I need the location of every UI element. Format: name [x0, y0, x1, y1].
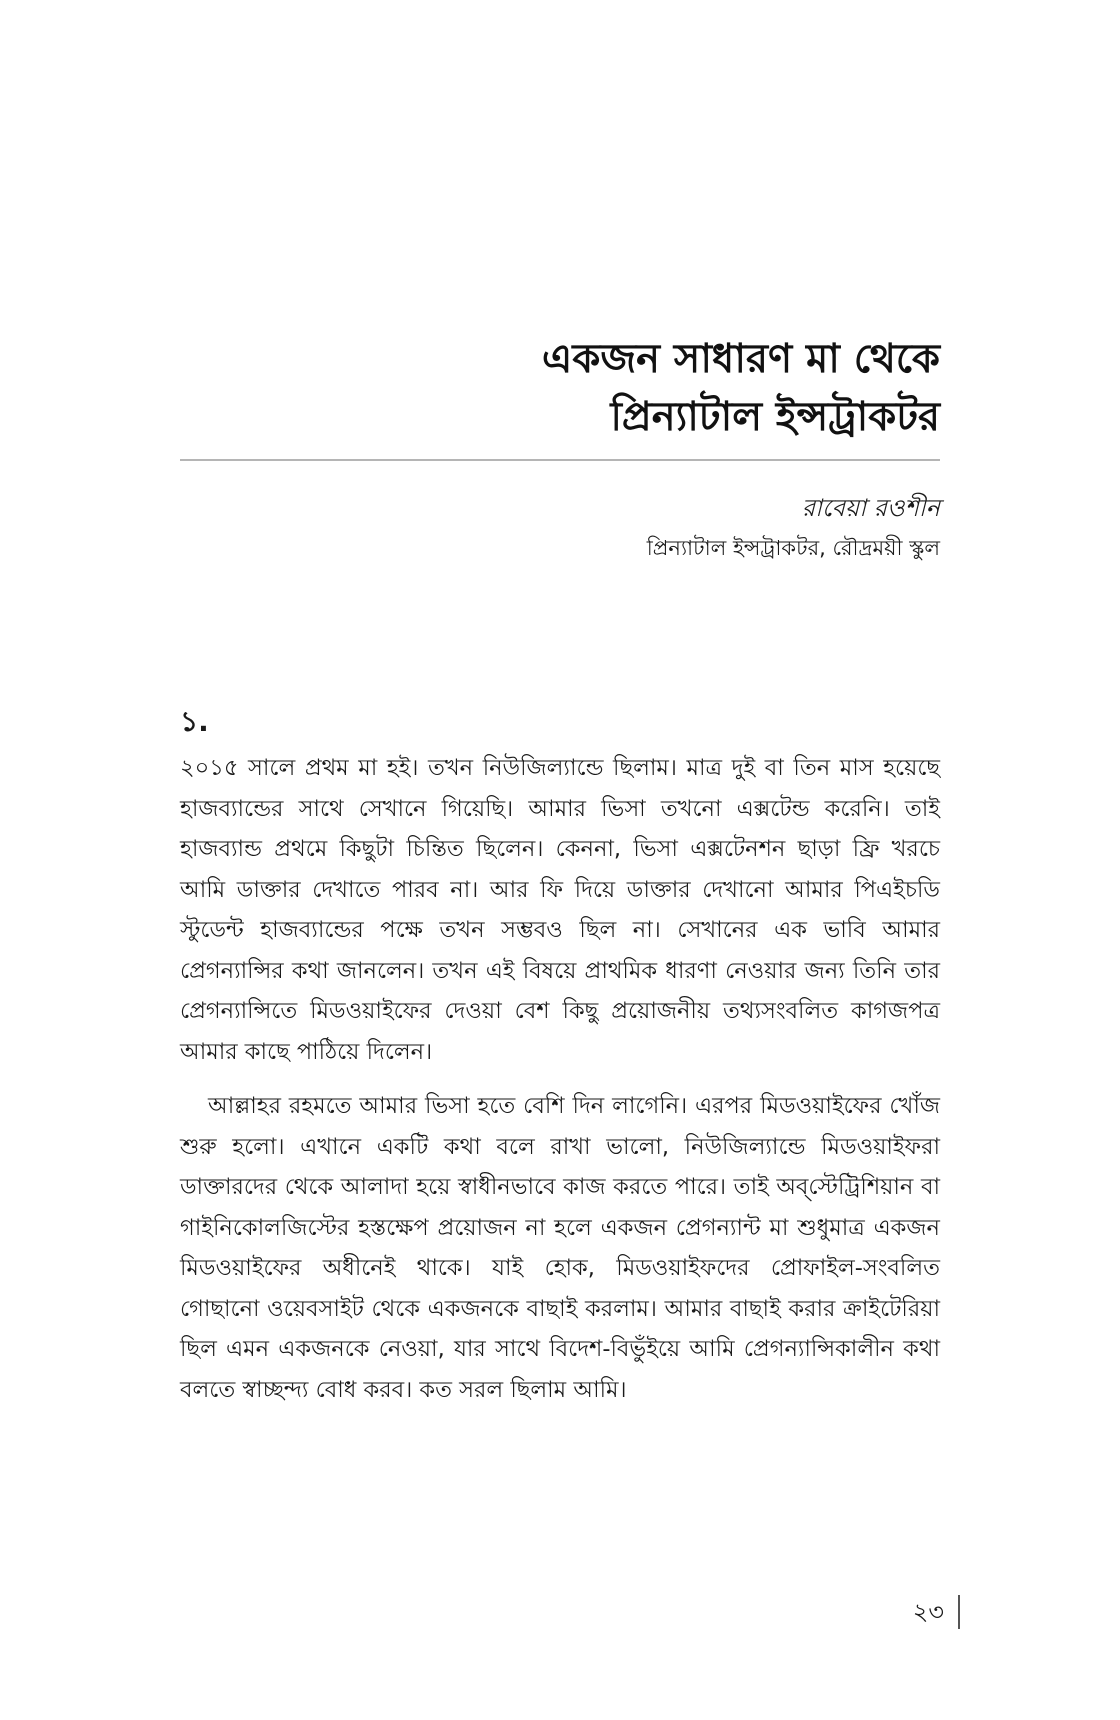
author-info — [180, 490, 940, 566]
body-text — [180, 748, 940, 1424]
chapter-title — [180, 330, 940, 446]
paragraph-1: ২০১৫ সালে প্রথম মা হই। তখন নিউজিল্যান্ডে ছিলাম। মাত্র দুই বা তিন মাস হয়েছে হাজব্যান্ডের সাথে সেখানে গিয়েছি। আমার ভিসা তখনো এক্সটেন্ড করেনি। তাই হাজব্যান্ড প্রথমে কিছুটা চিন্তিত ছিলেন। কেননা, ভিসা এক্সটেনশন ছাড়া ফ্রি খরচে আমি ডাক্তার দেখাতে পারব না। আর ফি দিয়ে ডাক্তার দেখানো আমার পিএইচডি স্টুডেন্ট হাজব্যান্ডের পক্ষে তখন সম্ভবও ছিল না। সেখানের এক ভাবি আমার প্রেগন্যান্সির কথা জানলেন। তখন এই বিষয়ে প্রাথমিক ধারণা নেওয়ার জন্য তিনি তার প্রেগন্যান্সিতে মিডওয়াইফের দেওয়া বেশ কিছু প্রয়োজনীয় তথ্যসংবলিত কাগজপত্র আমার কাছে পাঠিয়ে দিলেন। — [180, 755, 940, 1065]
author-name: রাবেয়া রওশীন — [801, 494, 940, 522]
page-number: ২৩ — [913, 1595, 960, 1629]
paragraph-2: আল্লাহর রহমতে আমার ভিসা হতে বেশি দিন লাগেনি। এরপর মিডওয়াইফের খোঁজ শুরু হলো। এখানে একটি কথা বলে রাখা ভালো, নিউজিল্যান্ডে মিডওয়াইফরা ডাক্তারদের থেকে আলাদা হয়ে স্বাধীনভাবে কাজ করতে পারে। তাই অব্‌স্টেট্রিশিয়ান বা গাইনিকোলজিস্টের হস্তক্ষেপ প্রয়োজন না হলে একজন প্রেগন্যান্ট মা শুধুমাত্র একজন মিডওয়াইফের অধীনেই থাকে। যাই হোক, মিডওয়াইফদের প্রোফাইল-সংবলিত গোছানো ওয়েবসাইট থেকে একজনকে বাছাই করলাম। আমার বাছাই করার ক্রাইটেরিয়া ছিল এমন একজনকে নেওয়া, যার সাথে বিদেশ-বিভুঁইয়ে আমি প্রেগন্যান্সিকালীন কথা বলতে স্বাচ্ছন্দ্য বোধ করব। কত সরল ছিলাম আমি। — [180, 1093, 940, 1403]
chapter-title-line-1: একজন সাধারণ মা থেকে — [541, 336, 940, 382]
chapter-title-line-2: প্রিন্যাটাল ইন্সট্রাকটর — [610, 394, 940, 440]
title-divider — [180, 459, 940, 461]
author-role: প্রিন্যাটাল ইন্সট্রাকটর, রৌদ্রময়ী স্কুল — [646, 536, 940, 560]
section-number: ১. — [180, 705, 209, 738]
